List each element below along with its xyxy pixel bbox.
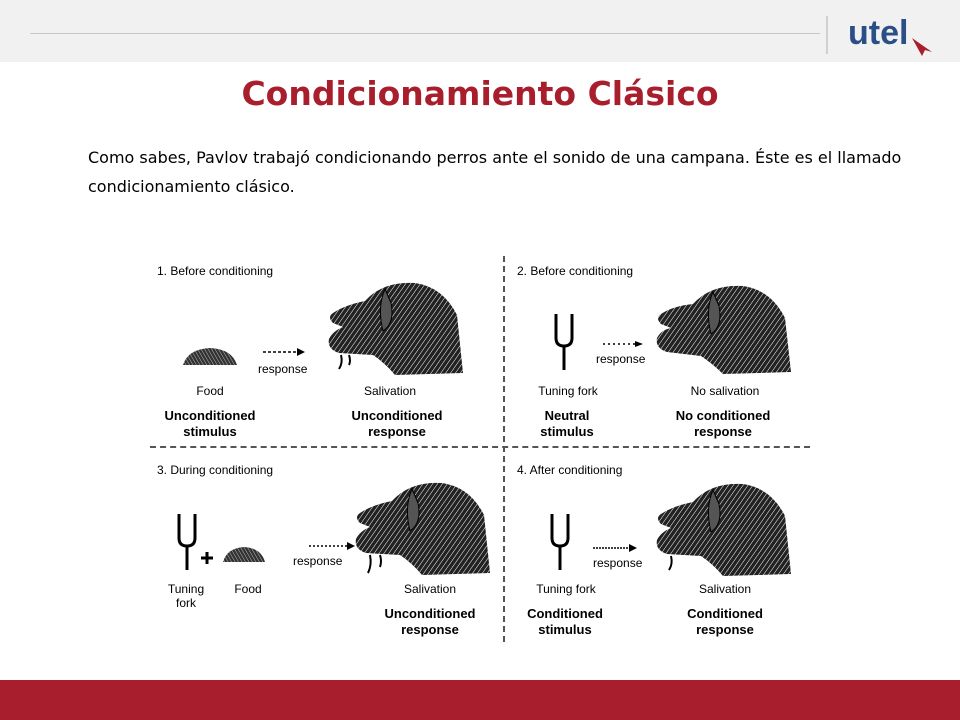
- logo-separator: [826, 16, 828, 54]
- arrow-icon: [603, 340, 643, 348]
- panel-1-right-label: Salivation: [363, 384, 417, 398]
- panel-3-right-bold-line-1: Unconditioned: [384, 606, 476, 621]
- food-bowl-icon: [180, 343, 240, 367]
- vertical-divider: [503, 256, 505, 642]
- panel-1-left-bold-line-2: stimulus: [183, 424, 237, 439]
- panel-2-left-bold: [502, 408, 632, 440]
- tuning-fork-icon: [549, 512, 571, 572]
- arrow-icon: [263, 348, 305, 356]
- logo-text: utel: [848, 14, 909, 52]
- dog-head-icon: [653, 474, 793, 579]
- panel-3-response-label: response: [293, 554, 343, 568]
- panel-4-heading: 4. After conditioning: [517, 463, 623, 477]
- panel-3-heading: 3. During conditioning: [157, 463, 274, 477]
- panel-2-response-label: response: [596, 352, 646, 366]
- panel-4-left-bold: [500, 606, 630, 638]
- plus-icon: [201, 552, 213, 564]
- slide-title: Condicionamiento Clásico: [241, 74, 719, 113]
- dog-head-icon: [653, 276, 793, 376]
- tuning-fork-icon: [176, 512, 198, 572]
- header-divider: [30, 33, 820, 34]
- panel-3-right-bold: [365, 606, 495, 638]
- logo-cursor-icon: [912, 38, 932, 56]
- panel-2-right-bold-line-2: response: [694, 424, 752, 439]
- panel-4-right-bold-line-2: response: [696, 622, 754, 637]
- panel-4-response-label: response: [593, 556, 643, 570]
- panel-1-right-bold-line-2: response: [368, 424, 426, 439]
- panel-1-left-bold: [145, 408, 275, 440]
- panel-2-left-label: Tuning fork: [538, 384, 598, 398]
- panel-2-right-label: No salivation: [690, 384, 760, 398]
- panel-1-right-bold-line-1: Unconditioned: [351, 408, 443, 423]
- panel-4-left-label: Tuning fork: [536, 582, 596, 596]
- classical-conditioning-diagram: [145, 248, 815, 650]
- panel-3-mid-label: Food: [234, 582, 262, 596]
- utel-logo: [842, 8, 942, 56]
- panel-1-right-bold: [332, 408, 462, 440]
- slide-intro: Como sabes, Pavlov trabajó condicionando perros ante el sonido de una campana. Éste es el llamado condicionamiento clásico.: [88, 148, 902, 196]
- panel-2-right-bold-line-1: No conditioned: [675, 408, 771, 423]
- panel-1-response-label: response: [258, 362, 308, 376]
- panel-1-left-bold-line-1: Unconditioned: [164, 408, 256, 423]
- arrow-icon: [593, 544, 637, 552]
- panel-1-heading: 1. Before conditioning: [157, 264, 274, 278]
- panel-4-right-bold: [660, 606, 790, 638]
- panel-4-left-bold-line-1: Conditioned: [527, 606, 603, 621]
- arrow-icon: [309, 542, 355, 550]
- horizontal-divider: [150, 446, 810, 448]
- panel-2-left-bold-line-1: Neutral: [544, 408, 590, 423]
- header-bar: [0, 0, 960, 62]
- panel-1-left-label: Food: [196, 384, 224, 398]
- panel-2-heading: 2. Before conditioning: [517, 264, 634, 278]
- footer-bar: [0, 680, 960, 720]
- panel-2-left-bold-line-2: stimulus: [540, 424, 594, 439]
- food-bowl-icon: [221, 544, 267, 564]
- panel-3-right-bold-line-2: response: [401, 622, 459, 637]
- panel-4-right-label: Salivation: [698, 582, 752, 596]
- dog-head-icon: [325, 273, 465, 378]
- panel-4-right-bold-line-1: Conditioned: [687, 606, 763, 621]
- dog-head-icon: [352, 473, 492, 578]
- panel-2-right-bold: [658, 408, 788, 440]
- panel-3-right-label: Salivation: [403, 582, 457, 596]
- tuning-fork-icon: [553, 312, 575, 372]
- panel-3-left-label-line-2: fork: [175, 596, 196, 610]
- panel-3-left-label-line-1: Tuning: [167, 582, 205, 596]
- panel-4-left-bold-line-2: stimulus: [538, 622, 592, 637]
